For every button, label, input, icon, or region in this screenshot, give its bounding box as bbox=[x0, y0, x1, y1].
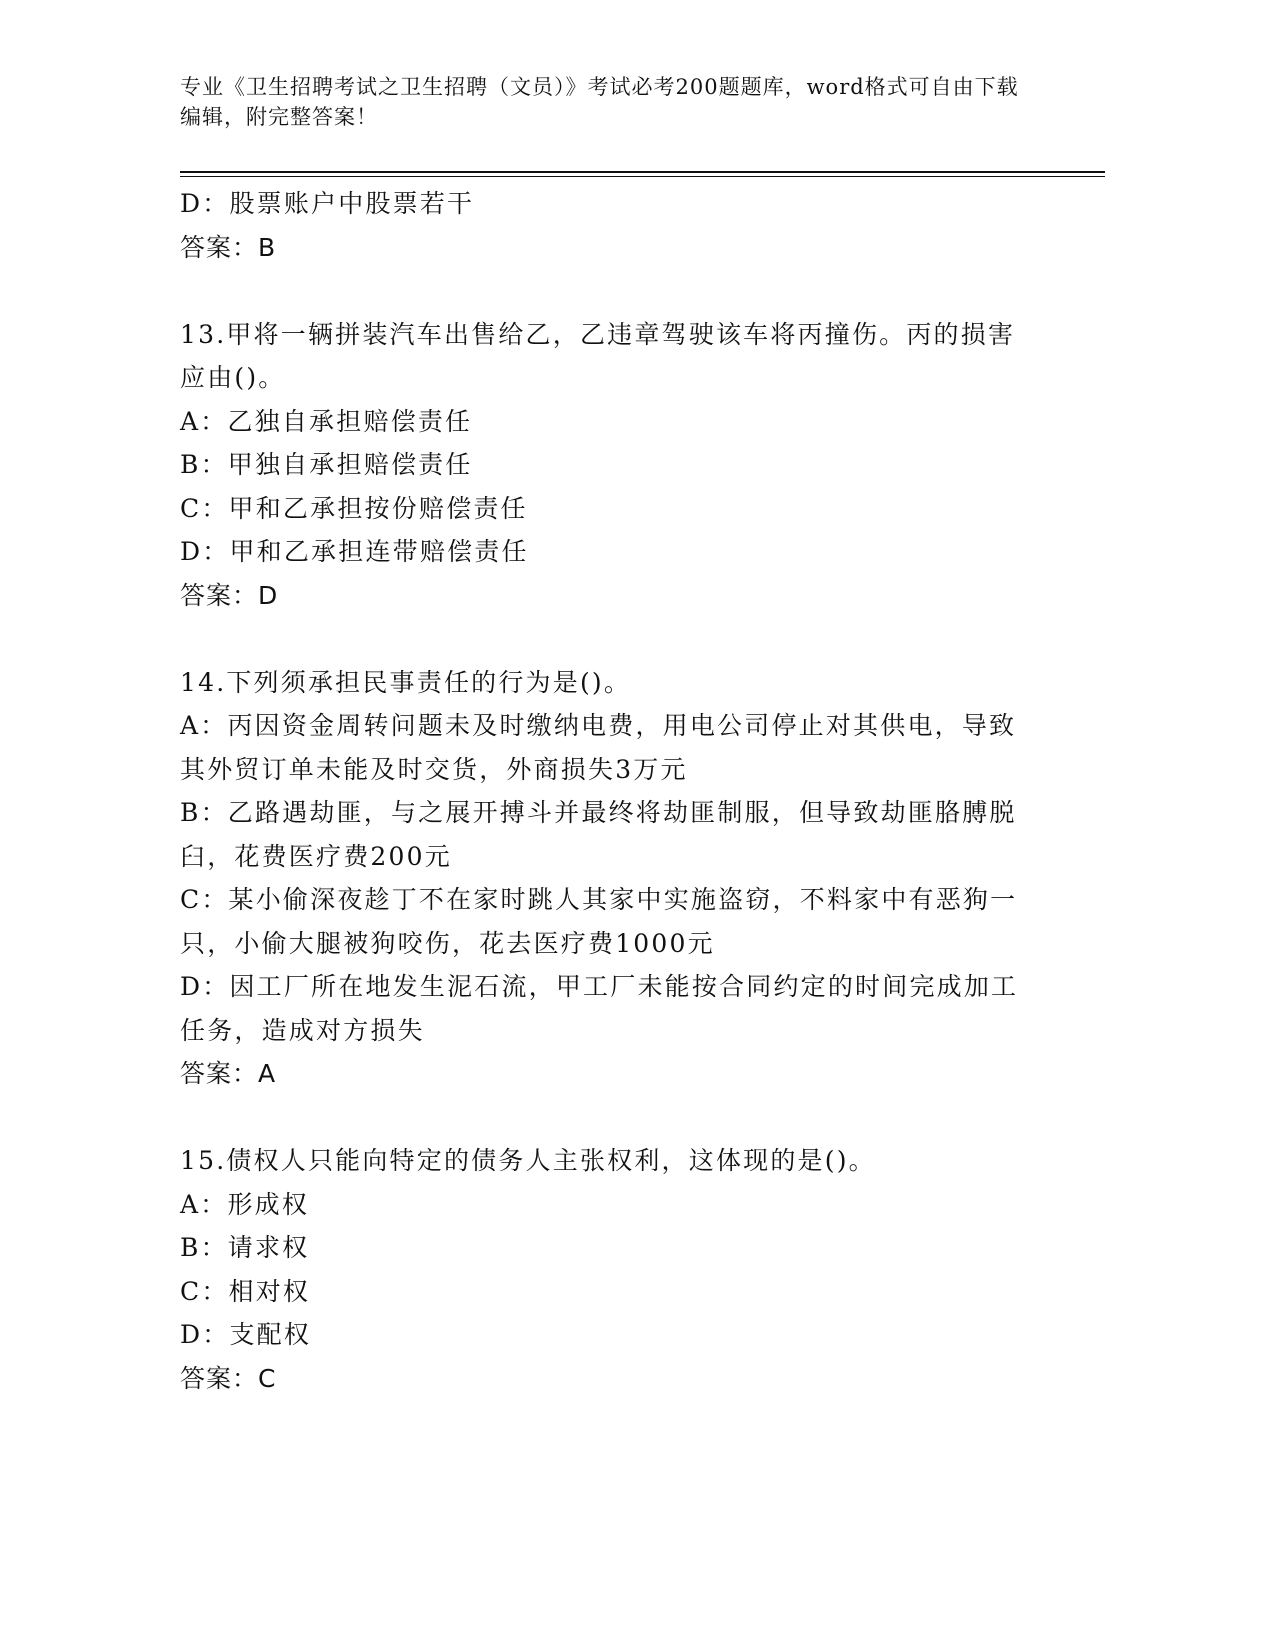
answer: 答案：B bbox=[180, 232, 277, 262]
question-14 bbox=[180, 661, 1040, 1096]
answer: 答案：A bbox=[180, 1059, 277, 1088]
option-d: D：因工厂所在地发生泥石流，甲工厂未能按合同约定的时间完成加工任务，造成对方损失 bbox=[180, 972, 1019, 1045]
question-15 bbox=[180, 1139, 1040, 1400]
option-a: A：丙因资金周转问题未及时缴纳电费，用电公司停止对其供电，导致其外贸订单未能及时交货，外商损失3万元 bbox=[180, 711, 1017, 784]
question-stem: 13.甲将一辆拼装汽车出售给乙，乙违章驾驶该车将丙撞伤。丙的损害应由()。 bbox=[180, 319, 1016, 392]
spacer bbox=[180, 269, 1040, 313]
header-divider-thin bbox=[180, 176, 1105, 177]
option-d: D：股票账户中股票若干 bbox=[180, 189, 475, 218]
option-c: C：甲和乙承担按份赔偿责任 bbox=[180, 493, 528, 523]
question-13 bbox=[180, 313, 1040, 618]
answer: 答案：D bbox=[180, 580, 279, 610]
answer: 答案：C bbox=[180, 1363, 277, 1393]
option-b: B：甲独自承担赔偿责任 bbox=[180, 450, 473, 479]
question-stem: 14.下列须承担民事责任的行为是()。 bbox=[180, 667, 632, 697]
question-stem: 15.债权人只能向特定的债务人主张权利，这体现的是()。 bbox=[180, 1146, 876, 1175]
spacer bbox=[180, 617, 1040, 661]
option-d: D：支配权 bbox=[180, 1320, 312, 1349]
option-a: A：乙独自承担赔偿责任 bbox=[180, 406, 473, 436]
option-c: C：相对权 bbox=[180, 1276, 311, 1306]
question-list bbox=[180, 182, 1040, 1400]
option-c: C：某小偷深夜趁丁不在家时跳人其家中实施盗窃，不料家中有恶狗一只，小偷大腿被狗咬伤，花去医疗费1000元 bbox=[180, 885, 1018, 958]
header-divider-thick bbox=[180, 171, 1105, 173]
option-d: D：甲和乙承担连带赔偿责任 bbox=[180, 537, 529, 566]
option-a: A：形成权 bbox=[180, 1189, 310, 1219]
option-b: B：请求权 bbox=[180, 1233, 310, 1262]
option-b: B：乙路遇劫匪，与之展开搏斗并最终将劫匪制服，但导致劫匪胳膊脱臼，花费医疗费200元 bbox=[180, 798, 1017, 871]
spacer bbox=[180, 1096, 1040, 1140]
document-header: 专业《卫生招聘考试之卫生招聘（文员）》考试必考200题题库，word格式可自由下载编辑，附完整答案！ bbox=[180, 75, 1019, 129]
